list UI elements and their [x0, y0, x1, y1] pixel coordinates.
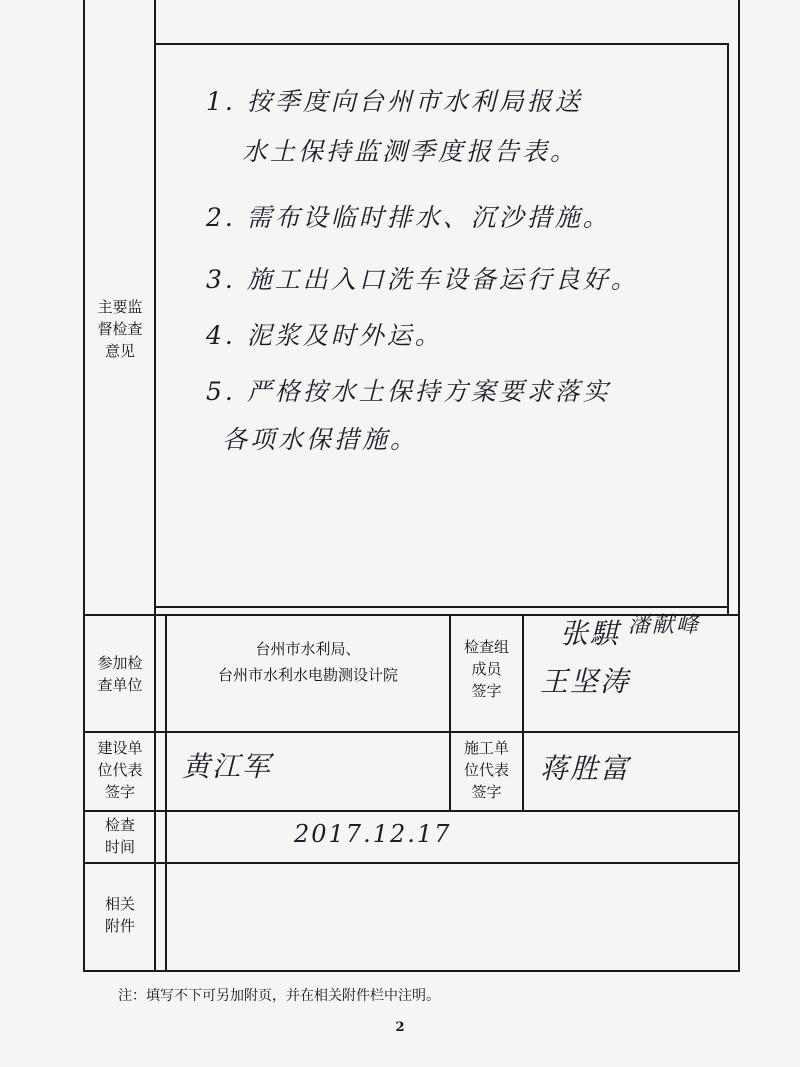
- opinion-box-right: [727, 43, 729, 615]
- attachments-label: 相关 附件: [104, 895, 135, 935]
- team-signature-2: 潘献峰: [628, 613, 701, 638]
- check-time-label: 检查 时间: [104, 816, 135, 856]
- row-divider-3: [83, 810, 740, 812]
- footnote: 注：填写不下可另加附页，并在相关附件栏中注明。: [118, 988, 440, 1004]
- inspection-units-label: 参加检 查单位: [97, 654, 143, 694]
- construction-value-left: [165, 731, 167, 810]
- contractor-rep-label: 施工单 位代表 签字: [463, 739, 509, 801]
- opinion-item-3: 3. 施工出入口洗车设备运行良好。: [206, 265, 639, 294]
- check-time-value: 2017.12.17: [294, 820, 452, 848]
- opinion-item-5: 5. 严格按水土保持方案要求落实: [206, 377, 611, 406]
- opinion-item-4: 4. 泥浆及时外运。: [206, 321, 443, 350]
- opinion-item-2: 2. 需布设临时排水、沉沙措施。: [206, 203, 611, 232]
- attachments-value: [167, 864, 737, 968]
- time-value-left: [165, 810, 167, 862]
- contractor-rep-signature: 蒋胜富: [540, 752, 631, 785]
- inspection-team-label: 检查组 成员 签字: [463, 638, 509, 700]
- inspection-units-value: 台州市水利局、 台州市水利水电勘测设计院: [217, 640, 398, 684]
- team-label-right: [522, 614, 524, 731]
- team-signature-3: 王坚涛: [540, 665, 631, 698]
- construction-rep-label: 建设单 位代表 签字: [97, 739, 143, 801]
- construction-rep-signature: 黄江军: [182, 750, 273, 783]
- page-number: 2: [395, 1020, 405, 1035]
- contractor-label-right: [522, 731, 524, 810]
- opinion-box-top: [154, 43, 729, 45]
- row-divider-2: [83, 731, 740, 733]
- opinion-label: 主要监 督检查 意见: [97, 298, 143, 360]
- border-bottom: [83, 970, 740, 972]
- opinion-item-5-cont: 各项水保措施。: [222, 425, 419, 454]
- team-signature-1: 张騏: [560, 617, 621, 650]
- opinion-item-1: 1. 按季度向台州市水利局报送: [206, 87, 583, 116]
- border-left: [83, 0, 85, 972]
- border-right: [738, 0, 740, 972]
- label-column-divider: [154, 0, 156, 972]
- opinion-item-1-cont: 水土保持监测季度报告表。: [242, 137, 579, 166]
